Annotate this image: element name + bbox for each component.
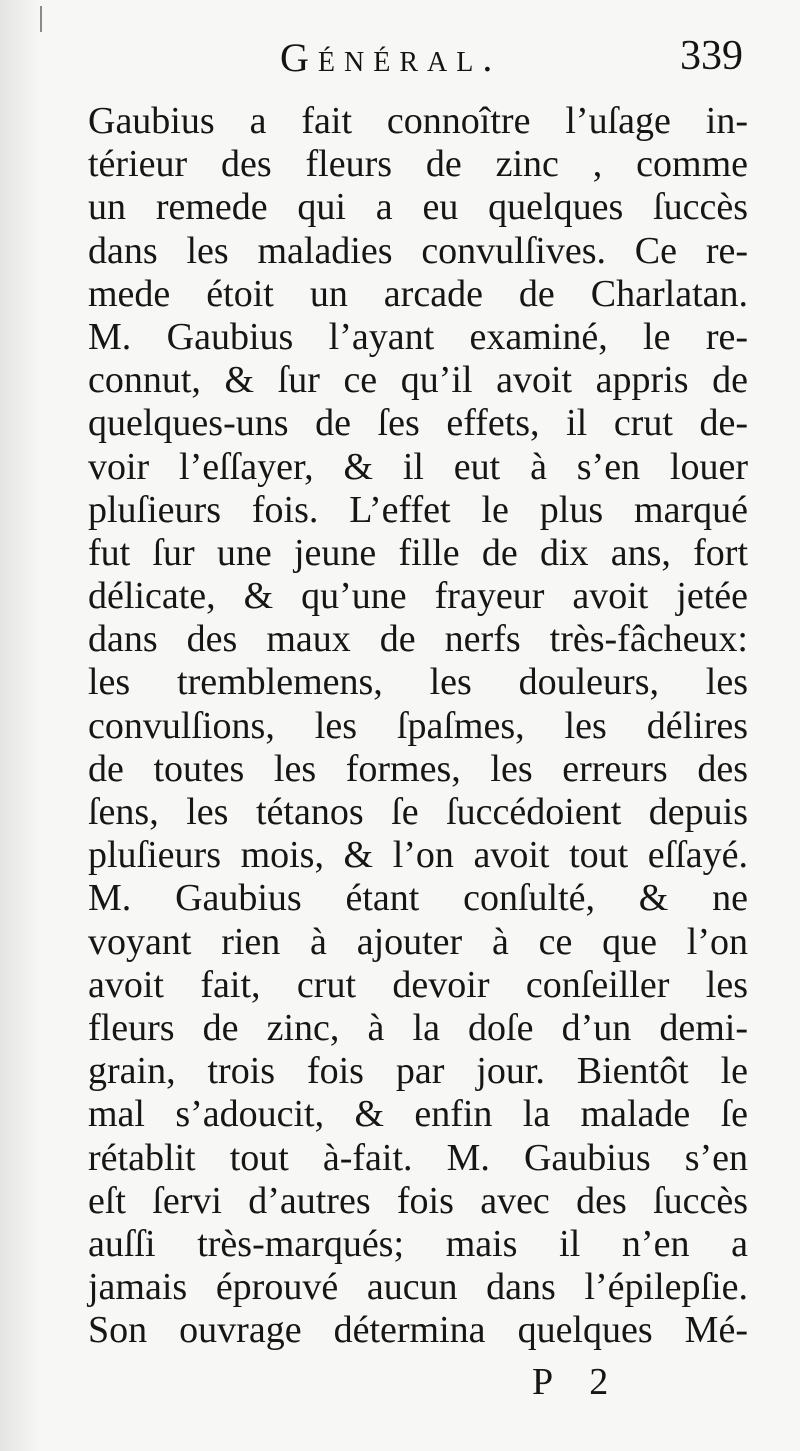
text-line: rétablit tout à-fait. M. Gaubius s’en: [88, 1136, 748, 1179]
running-head-title: Général.: [280, 35, 502, 80]
text-line: jamais éprouvé aucun dans l’épilepſie.: [88, 1266, 748, 1309]
text-line: fleurs de zinc, à la doſe d’un demi-: [88, 1006, 748, 1049]
text-line: avoit fait, crut devoir conſeiller les: [88, 963, 748, 1006]
text-line: pluſieurs mois, & l’on avoit tout eſſayé.: [88, 834, 748, 877]
text-line: pluſieurs fois. L’effet le plus marqué: [88, 488, 748, 531]
text-line: quelques-uns de ſes effets, il crut de-: [88, 402, 748, 445]
text-line: un remede qui a eu quelques ſuccès: [88, 186, 748, 229]
text-line: ſens, les tétanos ſe ſuccédoient depuis: [88, 791, 748, 833]
text-line: M. Gaubius étant conſulté, & ne: [88, 877, 748, 920]
body-text: [88, 100, 748, 1352]
text-line: Son ouvrage détermina quelques Mé-: [88, 1309, 748, 1352]
text-line: dans des maux de nerfs très-fâcheux:: [88, 618, 748, 661]
text-line: fut ſur une jeune fille de dix ans, fort: [88, 531, 748, 574]
text-line: de toutes les formes, les erreurs des: [88, 747, 748, 790]
text-line: délicate, & qu’une frayeur avoit jetée: [88, 575, 748, 618]
text-line: dans les maladies convulſives. Ce re-: [88, 229, 748, 272]
text-line: voyant rien à ajouter à ce que l’on: [88, 920, 748, 963]
signature-mark: P 2: [532, 1361, 623, 1403]
text-line: térieur des fleurs de zinc , comme: [88, 143, 748, 186]
text-line: convulſions, les ſpaſmes, les délires: [88, 704, 748, 747]
text-line: mede étoit un arcade de Charlatan.: [88, 272, 748, 315]
text-line: Gaubius a fait connoître l’uſage in-: [88, 100, 748, 142]
text-line: connut, & ſur ce qu’il avoit appris de: [88, 359, 748, 402]
text-line: voir l’eſſayer, & il eut à s’en louer: [88, 445, 748, 488]
text-line: grain, trois fois par jour. Bientôt le: [88, 1050, 748, 1093]
text-line: eſt ſervi d’autres fois avec des ſuccès: [88, 1179, 748, 1222]
text-line: mal s’adoucit, & enfin la malade ſe: [88, 1093, 748, 1136]
running-head: [0, 28, 800, 88]
text-line: M. Gaubius l’ayant examiné, le re-: [88, 315, 748, 358]
page-number: 339: [680, 33, 743, 79]
text-line: auſſi très-marqués; mais il n’en a: [88, 1222, 748, 1265]
text-line: les tremblemens, les douleurs, les: [88, 661, 748, 704]
